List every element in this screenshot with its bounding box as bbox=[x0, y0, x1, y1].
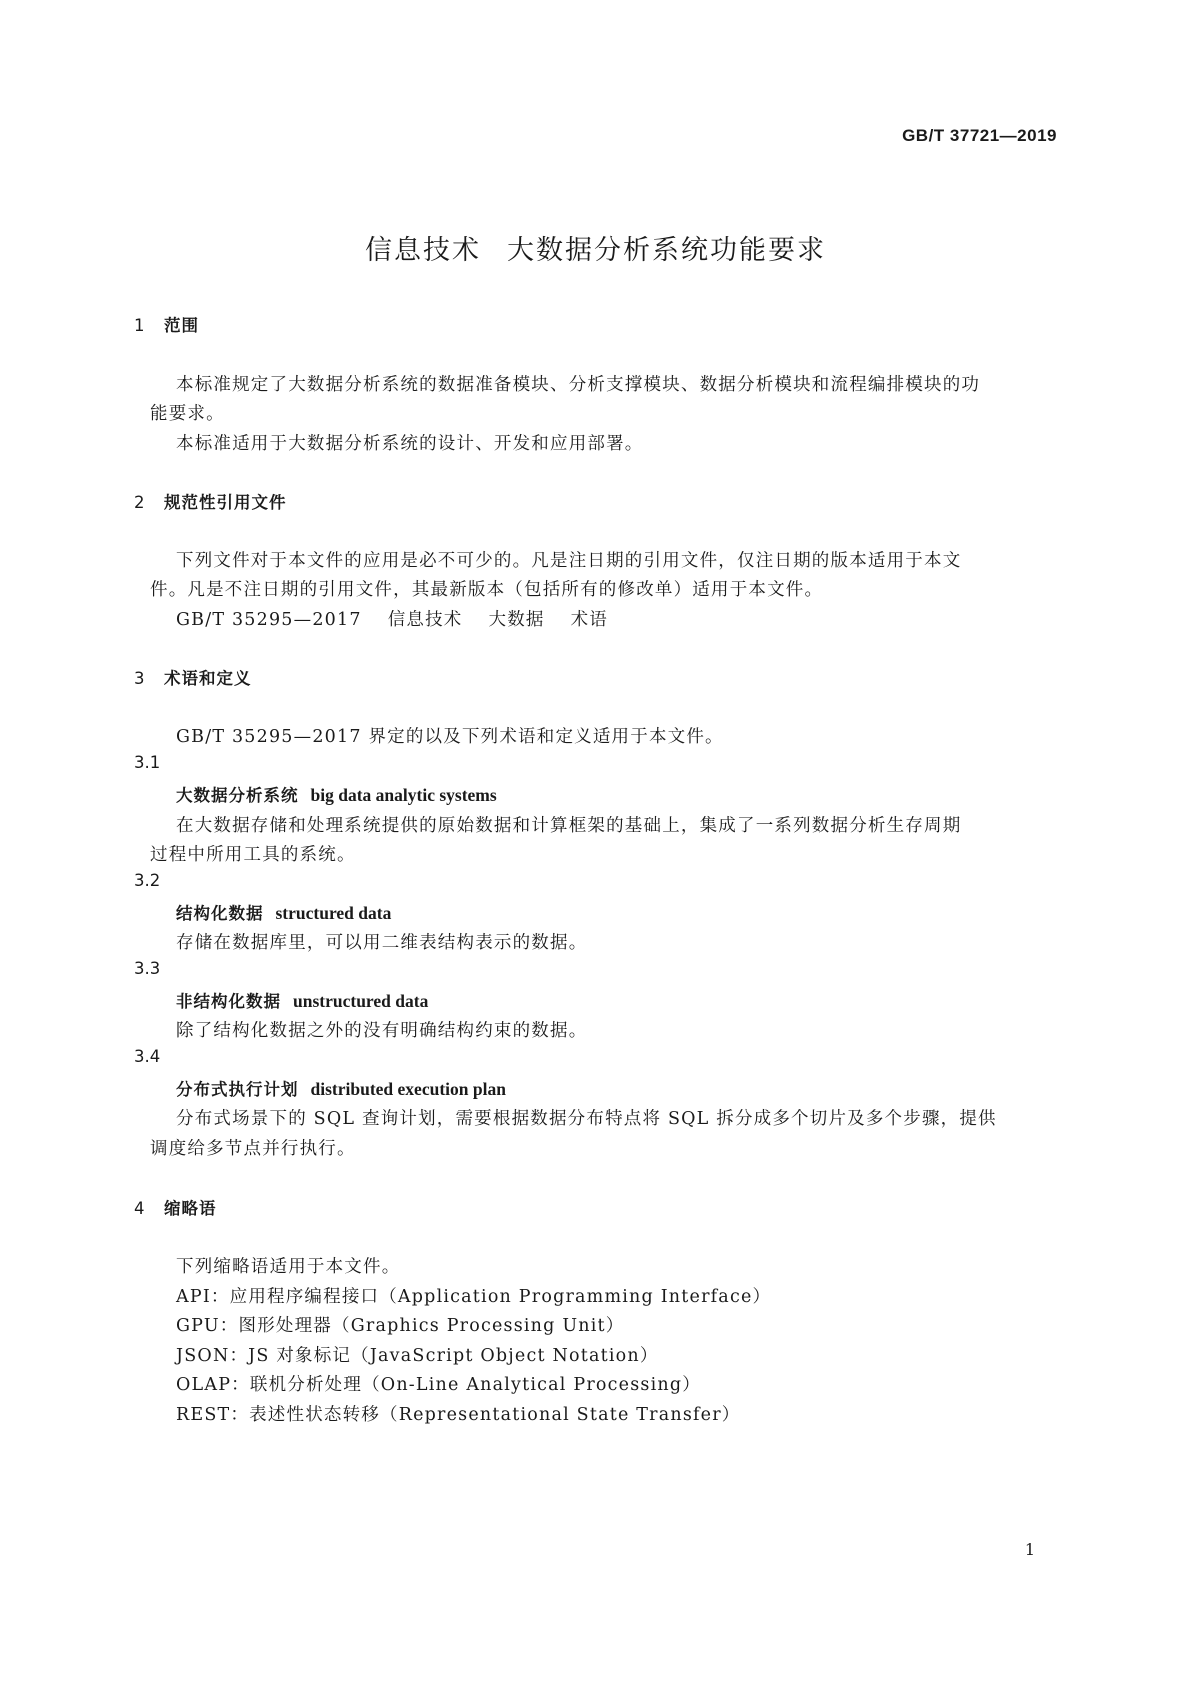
title-part2: 大数据分析系统功能要求 bbox=[507, 235, 826, 266]
term-number: 3.3 bbox=[134, 959, 161, 978]
abbreviation-item: REST：表述性状态转移（Representational State Transfer） bbox=[176, 1405, 741, 1425]
section-number: 4 bbox=[134, 1199, 146, 1218]
abbreviation-item: GPU：图形处理器（Graphics Processing Unit） bbox=[176, 1316, 625, 1336]
term-heading bbox=[176, 1076, 506, 1100]
term-en: structured data bbox=[275, 903, 392, 923]
term-zh: 大数据分析系统 bbox=[176, 786, 299, 805]
term-definition-line-2: 过程中所用工具的系统。 bbox=[150, 845, 356, 865]
term-heading bbox=[176, 782, 497, 806]
term-number: 3.2 bbox=[134, 871, 161, 890]
term-number: 3.1 bbox=[134, 753, 161, 772]
section-title: 缩略语 bbox=[164, 1199, 217, 1218]
section-3-intro: GB/T 35295—2017 界定的以及下列术语和定义适用于本文件。 bbox=[176, 727, 724, 747]
term-definition-line-2: 调度给多节点并行执行。 bbox=[150, 1139, 356, 1159]
section-number: 2 bbox=[134, 493, 146, 512]
section-2-paragraph-line-1: 下列文件对于本文件的应用是必不可少的。凡是注日期的引用文件，仅注日期的版本适用于本文 bbox=[176, 551, 962, 571]
normative-reference bbox=[176, 606, 608, 631]
document-title bbox=[0, 228, 1191, 267]
section-2-paragraph-line-2: 件。凡是不注日期的引用文件，其最新版本（包括所有的修改单）适用于本文件。 bbox=[150, 580, 824, 600]
section-title: 术语和定义 bbox=[164, 669, 252, 688]
section-title: 规范性引用文件 bbox=[164, 493, 287, 512]
standard-number: GB/T 37721—2019 bbox=[902, 126, 1057, 145]
term-definition-line-1: 分布式场景下的 SQL 查询计划，需要根据数据分布特点将 SQL 拆分成多个切片及多个步骤，提供 bbox=[176, 1109, 997, 1129]
section-4-heading bbox=[134, 1195, 217, 1219]
page-number: 1 bbox=[1024, 1540, 1035, 1559]
section-number: 1 bbox=[134, 316, 146, 335]
section-1-paragraph-1-line-1: 本标准规定了大数据分析系统的数据准备模块、分析支撑模块、数据分析模块和流程编排模块的功 bbox=[176, 375, 981, 395]
abbreviation-item: API：应用程序编程接口（Application Programming Interface） bbox=[176, 1287, 772, 1307]
term-definition-line-1: 在大数据存储和处理系统提供的原始数据和计算框架的基础上，集成了一系列数据分析生存周期 bbox=[176, 816, 962, 836]
reference-title-2: 大数据 bbox=[488, 610, 545, 630]
section-4-intro: 下列缩略语适用于本文件。 bbox=[176, 1257, 401, 1277]
section-1-paragraph-2: 本标准适用于大数据分析系统的设计、开发和应用部署。 bbox=[176, 434, 644, 454]
term-heading bbox=[176, 988, 428, 1012]
section-3-heading bbox=[134, 665, 252, 689]
section-1-heading bbox=[134, 312, 199, 336]
term-number: 3.4 bbox=[134, 1047, 161, 1066]
title-part1: 信息技术 bbox=[365, 235, 481, 266]
section-2-heading bbox=[134, 489, 287, 513]
section-number: 3 bbox=[134, 669, 146, 688]
term-definition-line-1: 存储在数据库里，可以用二维表结构表示的数据。 bbox=[176, 933, 588, 953]
term-en: big data analytic systems bbox=[310, 785, 497, 805]
term-zh: 非结构化数据 bbox=[176, 992, 281, 1011]
reference-title-3: 术语 bbox=[570, 610, 609, 630]
reference-title-1: 信息技术 bbox=[387, 610, 463, 630]
section-1-paragraph-1-line-2: 能要求。 bbox=[150, 404, 225, 424]
term-en: unstructured data bbox=[293, 991, 429, 1011]
term-en: distributed execution plan bbox=[310, 1079, 506, 1099]
term-definition-line-1: 除了结构化数据之外的没有明确结构约束的数据。 bbox=[176, 1021, 588, 1041]
term-heading bbox=[176, 900, 391, 924]
term-zh: 结构化数据 bbox=[176, 904, 264, 923]
reference-code: GB/T 35295—2017 bbox=[176, 610, 362, 630]
abbreviation-item: OLAP：联机分析处理（On-Line Analytical Processing） bbox=[176, 1375, 701, 1395]
abbreviation-item: JSON：JS 对象标记（JavaScript Object Notation） bbox=[176, 1346, 659, 1366]
term-zh: 分布式执行计划 bbox=[176, 1080, 299, 1099]
section-title: 范围 bbox=[164, 316, 199, 335]
